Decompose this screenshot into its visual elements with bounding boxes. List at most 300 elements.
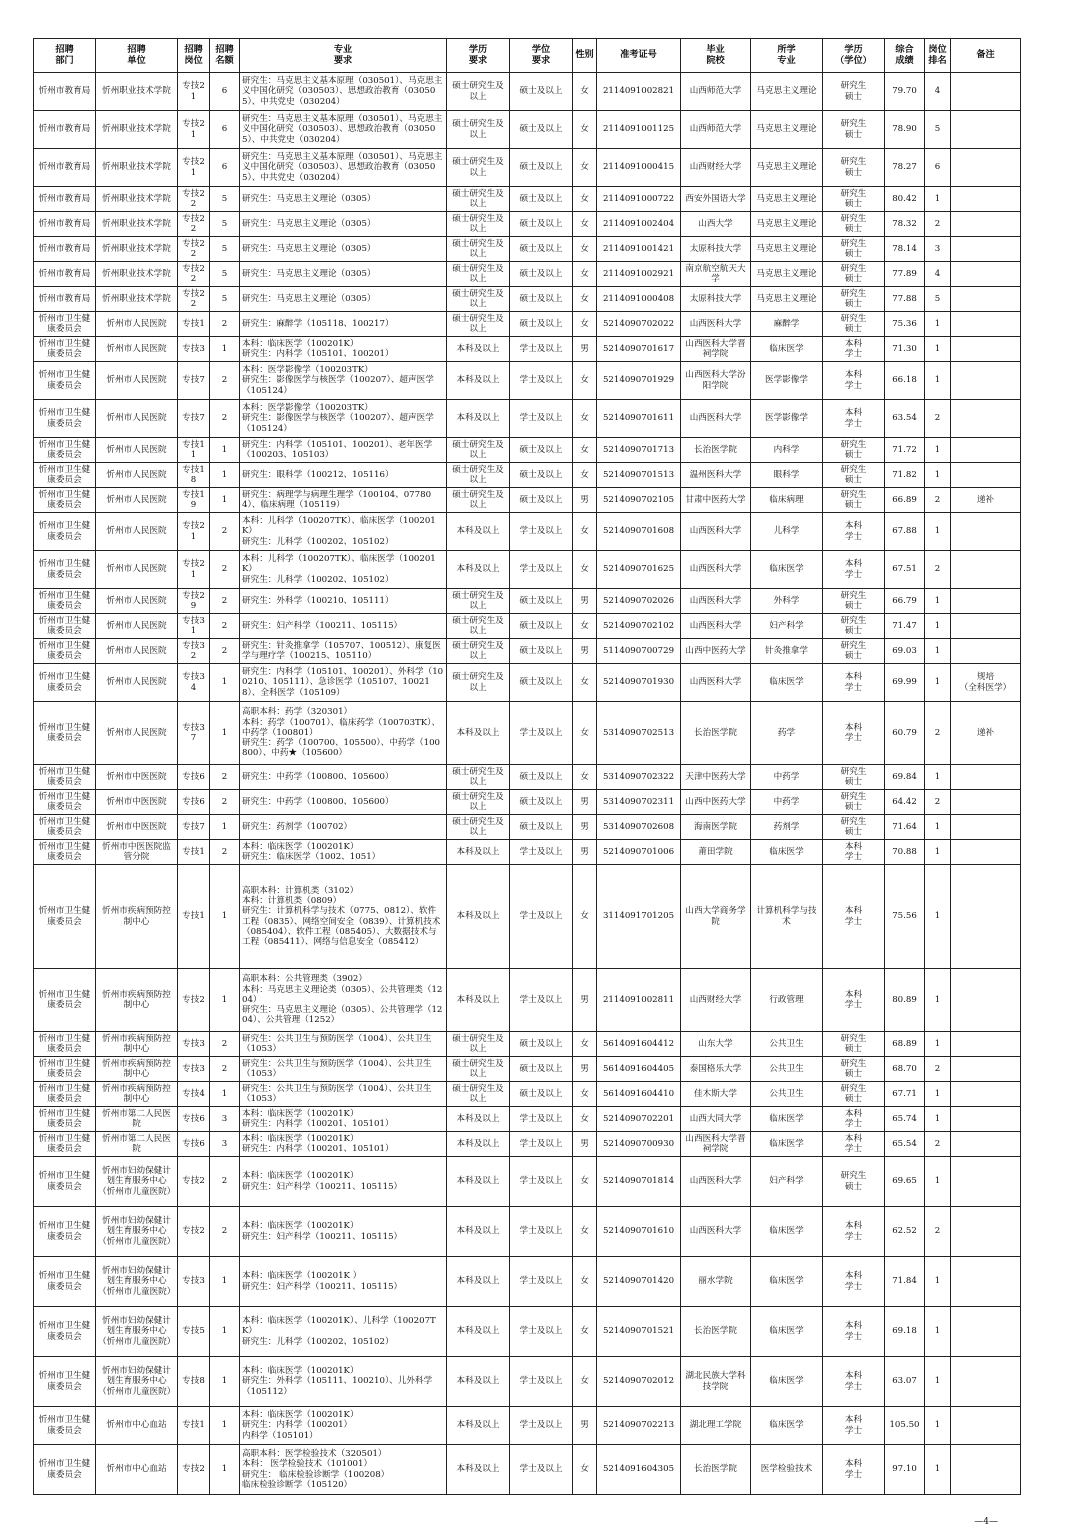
cell-school: 泰国格乐大学	[681, 1057, 751, 1082]
cell-school: 丽水学院	[681, 1257, 751, 1307]
cell-post: 专技7	[178, 400, 210, 438]
cell-degree-req: 学士及以上	[510, 1157, 573, 1207]
cell-degree-req: 硕士及以上	[510, 149, 573, 187]
cell-rank: 1	[925, 614, 951, 639]
cell-gender: 女	[573, 438, 597, 463]
cell-unit: 忻州市人民医院	[96, 702, 178, 765]
cell-remark	[951, 1082, 1021, 1107]
cell-post: 专技11	[178, 438, 210, 463]
cell-school: 长治医学院	[681, 438, 751, 463]
cell-rank: 1	[925, 1157, 951, 1207]
cell-major: 研究生：公共卫生与预防医学（1004）、公共卫生（1053）	[240, 1032, 447, 1057]
table-row	[34, 1157, 1021, 1207]
table-row	[34, 1307, 1021, 1357]
cell-score: 62.52	[885, 1207, 925, 1257]
cell-dept: 忻州市卫生健康委员会	[34, 488, 96, 513]
cell-gender: 女	[573, 312, 597, 337]
cell-score: 60.79	[885, 702, 925, 765]
table-row	[34, 1207, 1021, 1257]
cell-post: 专技7	[178, 815, 210, 840]
cell-dept: 忻州市卫生健康委员会	[34, 614, 96, 639]
cell-major: 研究生：马克思主义理论（0305）	[240, 262, 447, 287]
cell-gender: 男	[573, 969, 597, 1032]
cell-degree-req: 硕士及以上	[510, 287, 573, 312]
cell-major: 研究生：中药学（100800、105600）	[240, 765, 447, 790]
cell-gender: 女	[573, 702, 597, 765]
cell-exam-id: 5314090702608	[597, 815, 681, 840]
cell-school: 山西中医药大学	[681, 790, 751, 815]
cell-dept: 忻州市卫生健康委员会	[34, 463, 96, 488]
table-row	[34, 815, 1021, 840]
cell-remark: 递补	[951, 702, 1021, 765]
cell-score: 71.82	[885, 463, 925, 488]
cell-gender: 女	[573, 149, 597, 187]
cell-remark	[951, 73, 1021, 111]
cell-post: 专技7	[178, 362, 210, 400]
cell-major: 本科：临床医学（100201K ） 研究生：妇产科学（100211、105115）	[240, 1257, 447, 1307]
cell-studied-major: 马克思主义理论	[751, 262, 823, 287]
cell-education: 本科 学士	[823, 1107, 885, 1132]
cell-post: 专技21	[178, 551, 210, 589]
cell-studied-major: 临床医学	[751, 551, 823, 589]
cell-degree-req: 学士及以上	[510, 840, 573, 865]
cell-unit: 忻州市中心血站	[96, 1445, 178, 1495]
cell-remark: 递补	[951, 488, 1021, 513]
cell-score: 68.89	[885, 1032, 925, 1057]
cell-edu-req: 硕士研究生及以上	[447, 1032, 510, 1057]
cell-studied-major: 临床医学	[751, 1257, 823, 1307]
cell-exam-id: 2114091001125	[597, 111, 681, 149]
cell-score: 69.99	[885, 664, 925, 702]
cell-quota: 2	[210, 589, 240, 614]
cell-unit: 忻州市人民医院	[96, 337, 178, 362]
cell-edu-req: 硕士研究生及以上	[447, 212, 510, 237]
cell-exam-id: 5214090701713	[597, 438, 681, 463]
cell-exam-id: 2114091001421	[597, 237, 681, 262]
table-row	[34, 1257, 1021, 1307]
cell-post: 专技21	[178, 111, 210, 149]
cell-studied-major: 临床医学	[751, 1107, 823, 1132]
cell-major: 本科：医学影像学（100203TK） 研究生：影像医学与核医学（100207）、超声医学（105124）	[240, 362, 447, 400]
cell-edu-req: 本科及以上	[447, 1107, 510, 1132]
cell-studied-major: 临床医学	[751, 337, 823, 362]
cell-education: 研究生 硕士	[823, 312, 885, 337]
cell-unit: 忻州市妇幼保健计划生育服务中心（忻州市儿童医院）	[96, 1307, 178, 1357]
cell-edu-req: 硕士研究生及以上	[447, 111, 510, 149]
cell-unit: 忻州市人民医院	[96, 589, 178, 614]
cell-gender: 男	[573, 1132, 597, 1157]
table-row	[34, 664, 1021, 702]
header-edu-req: 学历 要求	[447, 39, 510, 73]
cell-studied-major: 中药学	[751, 765, 823, 790]
cell-rank: 6	[925, 149, 951, 187]
cell-exam-id: 5614091604405	[597, 1057, 681, 1082]
cell-gender: 女	[573, 262, 597, 287]
cell-school: 山西师范大学	[681, 111, 751, 149]
cell-exam-id: 5314090702513	[597, 702, 681, 765]
cell-quota: 1	[210, 815, 240, 840]
table-row	[34, 73, 1021, 111]
cell-score: 71.47	[885, 614, 925, 639]
cell-studied-major: 马克思主义理论	[751, 287, 823, 312]
cell-post: 专技21	[178, 513, 210, 551]
cell-remark	[951, 1132, 1021, 1157]
cell-school: 山西医科大学汾阳学院	[681, 362, 751, 400]
cell-school: 海南医学院	[681, 815, 751, 840]
cell-quota: 5	[210, 287, 240, 312]
cell-exam-id: 5614091604410	[597, 1082, 681, 1107]
cell-unit: 忻州市中医医院	[96, 815, 178, 840]
cell-school: 天津中医药大学	[681, 765, 751, 790]
cell-exam-id: 5214091604305	[597, 1445, 681, 1495]
cell-quota: 6	[210, 111, 240, 149]
cell-school: 山西医科大学	[681, 1157, 751, 1207]
cell-edu-req: 本科及以上	[447, 1207, 510, 1257]
table-row	[34, 262, 1021, 287]
header-remark: 备注	[951, 39, 1021, 73]
header-degree-req: 学位 要求	[510, 39, 573, 73]
cell-studied-major: 公共卫生	[751, 1057, 823, 1082]
cell-dept: 忻州市卫生健康委员会	[34, 1082, 96, 1107]
cell-unit: 忻州市中心血站	[96, 1407, 178, 1445]
cell-score: 67.88	[885, 513, 925, 551]
cell-major: 高职本科：公共管理类（3902） 本科：马克思主义理论类（0305）、公共管理类（1204） 研究生：马克思主义理论（0305）、公共管理学（1204）、公共管理（1252）	[240, 969, 447, 1032]
cell-gender: 女	[573, 237, 597, 262]
cell-studied-major: 公共卫生	[751, 1032, 823, 1057]
cell-education: 研究生 硕士	[823, 1032, 885, 1057]
cell-major: 研究生：妇产科学（100211、105115）	[240, 614, 447, 639]
cell-education: 本科 学士	[823, 362, 885, 400]
cell-exam-id: 5214090700930	[597, 1132, 681, 1157]
cell-edu-req: 本科及以上	[447, 1157, 510, 1207]
results-table	[33, 38, 1021, 1495]
cell-remark	[951, 840, 1021, 865]
cell-edu-req: 本科及以上	[447, 1132, 510, 1157]
cell-education: 研究生 硕士	[823, 287, 885, 312]
cell-studied-major: 妇产科学	[751, 1157, 823, 1207]
cell-post: 专技6	[178, 790, 210, 815]
cell-post: 专技3	[178, 1057, 210, 1082]
cell-degree-req: 学士及以上	[510, 1307, 573, 1357]
cell-edu-req: 本科及以上	[447, 1257, 510, 1307]
cell-remark	[951, 1445, 1021, 1495]
cell-school: 山西大学商务学院	[681, 865, 751, 969]
cell-degree-req: 学士及以上	[510, 1407, 573, 1445]
cell-exam-id: 5214090702105	[597, 488, 681, 513]
cell-post: 专技1	[178, 840, 210, 865]
cell-degree-req: 硕士及以上	[510, 765, 573, 790]
cell-score: 71.84	[885, 1257, 925, 1307]
cell-school: 山西中医药大学	[681, 639, 751, 664]
cell-unit: 忻州市疾病预防控制中心	[96, 865, 178, 969]
cell-unit: 忻州市人民医院	[96, 488, 178, 513]
cell-degree-req: 硕士及以上	[510, 664, 573, 702]
cell-degree-req: 硕士及以上	[510, 1082, 573, 1107]
cell-degree-req: 学士及以上	[510, 1357, 573, 1407]
cell-exam-id: 2114091002821	[597, 73, 681, 111]
cell-dept: 忻州市卫生健康委员会	[34, 1357, 96, 1407]
cell-dept: 忻州市卫生健康委员会	[34, 312, 96, 337]
cell-quota: 1	[210, 337, 240, 362]
cell-exam-id: 5214090701611	[597, 400, 681, 438]
cell-major: 研究生：眼科学（100212、105116）	[240, 463, 447, 488]
cell-quota: 5	[210, 262, 240, 287]
table-row	[34, 589, 1021, 614]
cell-score: 78.14	[885, 237, 925, 262]
cell-dept: 忻州市教育局	[34, 149, 96, 187]
cell-remark: 规培 （全科医学）	[951, 664, 1021, 702]
cell-studied-major: 马克思主义理论	[751, 187, 823, 212]
cell-school: 佳木斯大学	[681, 1082, 751, 1107]
cell-remark	[951, 865, 1021, 969]
cell-exam-id: 5214090702201	[597, 1107, 681, 1132]
cell-remark	[951, 287, 1021, 312]
cell-studied-major: 行政管理	[751, 969, 823, 1032]
table-row	[34, 513, 1021, 551]
cell-major: 本科：临床医学（100201K） 研究生：妇产科学（100211、105115）	[240, 1157, 447, 1207]
cell-school: 太原科技大学	[681, 287, 751, 312]
cell-degree-req: 学士及以上	[510, 337, 573, 362]
cell-studied-major: 马克思主义理论	[751, 111, 823, 149]
cell-gender: 女	[573, 1157, 597, 1207]
cell-post: 专技37	[178, 702, 210, 765]
cell-education: 研究生 硕士	[823, 790, 885, 815]
cell-degree-req: 硕士及以上	[510, 614, 573, 639]
cell-school: 莆田学院	[681, 840, 751, 865]
cell-school: 湖北民族大学科技学院	[681, 1357, 751, 1407]
cell-education: 本科 学士	[823, 1445, 885, 1495]
cell-dept: 忻州市教育局	[34, 237, 96, 262]
cell-education: 研究生 硕士	[823, 463, 885, 488]
cell-dept: 忻州市卫生健康委员会	[34, 337, 96, 362]
cell-gender: 女	[573, 865, 597, 969]
cell-gender: 女	[573, 463, 597, 488]
cell-exam-id: 5214090701929	[597, 362, 681, 400]
cell-education: 本科 学士	[823, 1132, 885, 1157]
cell-studied-major: 医学检验技术	[751, 1445, 823, 1495]
cell-school: 西安外国语大学	[681, 187, 751, 212]
cell-edu-req: 硕士研究生及以上	[447, 287, 510, 312]
cell-unit: 忻州市妇幼保健计划生育服务中心（忻州市儿童医院）	[96, 1357, 178, 1407]
cell-quota: 2	[210, 551, 240, 589]
cell-score: 97.10	[885, 1445, 925, 1495]
cell-remark	[951, 765, 1021, 790]
cell-gender: 男	[573, 815, 597, 840]
cell-rank: 2	[925, 1207, 951, 1257]
cell-exam-id: 5214090701930	[597, 664, 681, 702]
cell-education: 研究生 硕士	[823, 73, 885, 111]
cell-major: 研究生：公共卫生与预防医学（1004）、公共卫生（1053）	[240, 1057, 447, 1082]
cell-exam-id: 3114091701205	[597, 865, 681, 969]
cell-remark	[951, 237, 1021, 262]
cell-post: 专技19	[178, 488, 210, 513]
cell-remark	[951, 589, 1021, 614]
cell-post: 专技22	[178, 212, 210, 237]
cell-rank: 2	[925, 1132, 951, 1157]
cell-remark	[951, 212, 1021, 237]
header-education: 学历 （学位）	[823, 39, 885, 73]
cell-dept: 忻州市卫生健康委员会	[34, 1132, 96, 1157]
table-row	[34, 1357, 1021, 1407]
cell-exam-id: 5214090701420	[597, 1257, 681, 1307]
cell-post: 专技21	[178, 149, 210, 187]
cell-remark	[951, 614, 1021, 639]
cell-school: 山西医科大学	[681, 664, 751, 702]
cell-score: 66.18	[885, 362, 925, 400]
cell-edu-req: 本科及以上	[447, 865, 510, 969]
header-major: 专业 要求	[240, 39, 447, 73]
cell-rank: 1	[925, 969, 951, 1032]
cell-unit: 忻州市人民医院	[96, 551, 178, 589]
cell-unit: 忻州市疾病预防控制中心	[96, 969, 178, 1032]
cell-studied-major: 针灸推拿学	[751, 639, 823, 664]
cell-rank: 2	[925, 551, 951, 589]
cell-remark	[951, 1032, 1021, 1057]
cell-gender: 男	[573, 1407, 597, 1445]
cell-score: 80.89	[885, 969, 925, 1032]
cell-dept: 忻州市卫生健康委员会	[34, 438, 96, 463]
cell-dept: 忻州市卫生健康委员会	[34, 1032, 96, 1057]
cell-post: 专技4	[178, 1082, 210, 1107]
cell-gender: 男	[573, 790, 597, 815]
cell-rank: 1	[925, 865, 951, 969]
cell-exam-id: 5214090701006	[597, 840, 681, 865]
cell-score: 79.70	[885, 73, 925, 111]
cell-post: 专技18	[178, 463, 210, 488]
cell-unit: 忻州职业技术学院	[96, 287, 178, 312]
cell-remark	[951, 149, 1021, 187]
cell-unit: 忻州市人民医院	[96, 513, 178, 551]
cell-quota: 2	[210, 400, 240, 438]
cell-degree-req: 学士及以上	[510, 1107, 573, 1132]
cell-dept: 忻州市卫生健康委员会	[34, 815, 96, 840]
cell-degree-req: 学士及以上	[510, 969, 573, 1032]
cell-gender: 女	[573, 187, 597, 212]
cell-remark	[951, 513, 1021, 551]
cell-edu-req: 硕士研究生及以上	[447, 488, 510, 513]
cell-unit: 忻州市第二人民医院	[96, 1107, 178, 1132]
cell-edu-req: 本科及以上	[447, 969, 510, 1032]
cell-school: 山西医科大学	[681, 551, 751, 589]
cell-rank: 4	[925, 73, 951, 111]
cell-degree-req: 硕士及以上	[510, 1057, 573, 1082]
cell-exam-id: 5214090701521	[597, 1307, 681, 1357]
table-row	[34, 702, 1021, 765]
cell-exam-id: 5214090701617	[597, 337, 681, 362]
cell-unit: 忻州市人民医院	[96, 400, 178, 438]
cell-dept: 忻州市教育局	[34, 73, 96, 111]
cell-dept: 忻州市卫生健康委员会	[34, 765, 96, 790]
cell-dept: 忻州市卫生健康委员会	[34, 1157, 96, 1207]
cell-exam-id: 5114090700729	[597, 639, 681, 664]
table-row	[34, 790, 1021, 815]
cell-major: 本科：临床医学（100201K） 研究生：临床医学（1002、1051）	[240, 840, 447, 865]
cell-quota: 5	[210, 187, 240, 212]
cell-quota: 5	[210, 212, 240, 237]
cell-unit: 忻州市人民医院	[96, 463, 178, 488]
table-row	[34, 1032, 1021, 1057]
cell-school: 南京航空航天大学	[681, 262, 751, 287]
cell-dept: 忻州市卫生健康委员会	[34, 1207, 96, 1257]
cell-education: 本科 学士	[823, 664, 885, 702]
cell-score: 71.64	[885, 815, 925, 840]
cell-remark	[951, 1357, 1021, 1407]
cell-dept: 忻州市教育局	[34, 187, 96, 212]
cell-degree-req: 硕士及以上	[510, 1032, 573, 1057]
cell-unit: 忻州市妇幼保健计划生育服务中心（忻州市儿童医院）	[96, 1257, 178, 1307]
cell-rank: 1	[925, 513, 951, 551]
cell-education: 研究生 硕士	[823, 1157, 885, 1207]
cell-major: 研究生：马克思主义基本原理（030501）、马克思主义中国化研究（030503）、思想政治教育（030505）、中共党史（030204）	[240, 73, 447, 111]
cell-exam-id: 5214090702012	[597, 1357, 681, 1407]
cell-post: 专技31	[178, 614, 210, 639]
cell-education: 研究生 硕士	[823, 1082, 885, 1107]
cell-school: 山西医科大学	[681, 614, 751, 639]
cell-education: 研究生 硕士	[823, 212, 885, 237]
cell-post: 专技1	[178, 865, 210, 969]
cell-quota: 2	[210, 614, 240, 639]
table-row	[34, 865, 1021, 969]
cell-gender: 女	[573, 765, 597, 790]
cell-degree-req: 硕士及以上	[510, 262, 573, 287]
cell-education: 本科 学士	[823, 1257, 885, 1307]
cell-dept: 忻州市卫生健康委员会	[34, 840, 96, 865]
cell-major: 本科：儿科学（100207TK）、临床医学（100201K） 研究生：儿科学（100202、105102）	[240, 513, 447, 551]
cell-edu-req: 本科及以上	[447, 337, 510, 362]
cell-studied-major: 马克思主义理论	[751, 237, 823, 262]
cell-quota: 2	[210, 312, 240, 337]
cell-edu-req: 本科及以上	[447, 1307, 510, 1357]
cell-dept: 忻州市卫生健康委员会	[34, 1407, 96, 1445]
cell-quota: 6	[210, 149, 240, 187]
cell-gender: 女	[573, 73, 597, 111]
cell-rank: 1	[925, 1357, 951, 1407]
header-unit: 招聘 单位	[96, 39, 178, 73]
cell-dept: 忻州市卫生健康委员会	[34, 1107, 96, 1132]
cell-rank: 1	[925, 187, 951, 212]
cell-dept: 忻州市卫生健康委员会	[34, 639, 96, 664]
cell-degree-req: 硕士及以上	[510, 488, 573, 513]
cell-unit: 忻州市人民医院	[96, 438, 178, 463]
cell-exam-id: 5214090701513	[597, 463, 681, 488]
cell-dept: 忻州市教育局	[34, 262, 96, 287]
cell-unit: 忻州市中医医院	[96, 790, 178, 815]
cell-edu-req: 硕士研究生及以上	[447, 73, 510, 111]
table-row	[34, 438, 1021, 463]
cell-edu-req: 硕士研究生及以上	[447, 438, 510, 463]
cell-remark	[951, 551, 1021, 589]
cell-quota: 2	[210, 362, 240, 400]
cell-major: 研究生：马克思主义理论（0305）	[240, 287, 447, 312]
cell-major: 研究生：公共卫生与预防医学（1004）、公共卫生（1053）	[240, 1082, 447, 1107]
cell-gender: 男	[573, 488, 597, 513]
cell-quota: 1	[210, 969, 240, 1032]
cell-degree-req: 学士及以上	[510, 362, 573, 400]
cell-unit: 忻州市人民医院	[96, 664, 178, 702]
cell-education: 本科 学士	[823, 551, 885, 589]
cell-dept: 忻州市卫生健康委员会	[34, 1307, 96, 1357]
cell-post: 专技22	[178, 237, 210, 262]
cell-education: 研究生 硕士	[823, 262, 885, 287]
cell-post: 专技3	[178, 337, 210, 362]
cell-major: 高职本科：药学（320301） 本科：药学（100701）、临床药学（100703TK）、中药学（100801） 研究生：药学（100700、105500）、中药学（100800）、中药★（105600）	[240, 702, 447, 765]
table-row	[34, 840, 1021, 865]
cell-quota: 2	[210, 513, 240, 551]
table-row	[34, 337, 1021, 362]
cell-major: 高职本科：医学检验技术（320501） 本科： 医学检验技术（101001） 研究生： 临床检验诊断学（100208） 临床检验诊断学（105120）	[240, 1445, 447, 1495]
cell-edu-req: 硕士研究生及以上	[447, 639, 510, 664]
cell-rank: 2	[925, 212, 951, 237]
